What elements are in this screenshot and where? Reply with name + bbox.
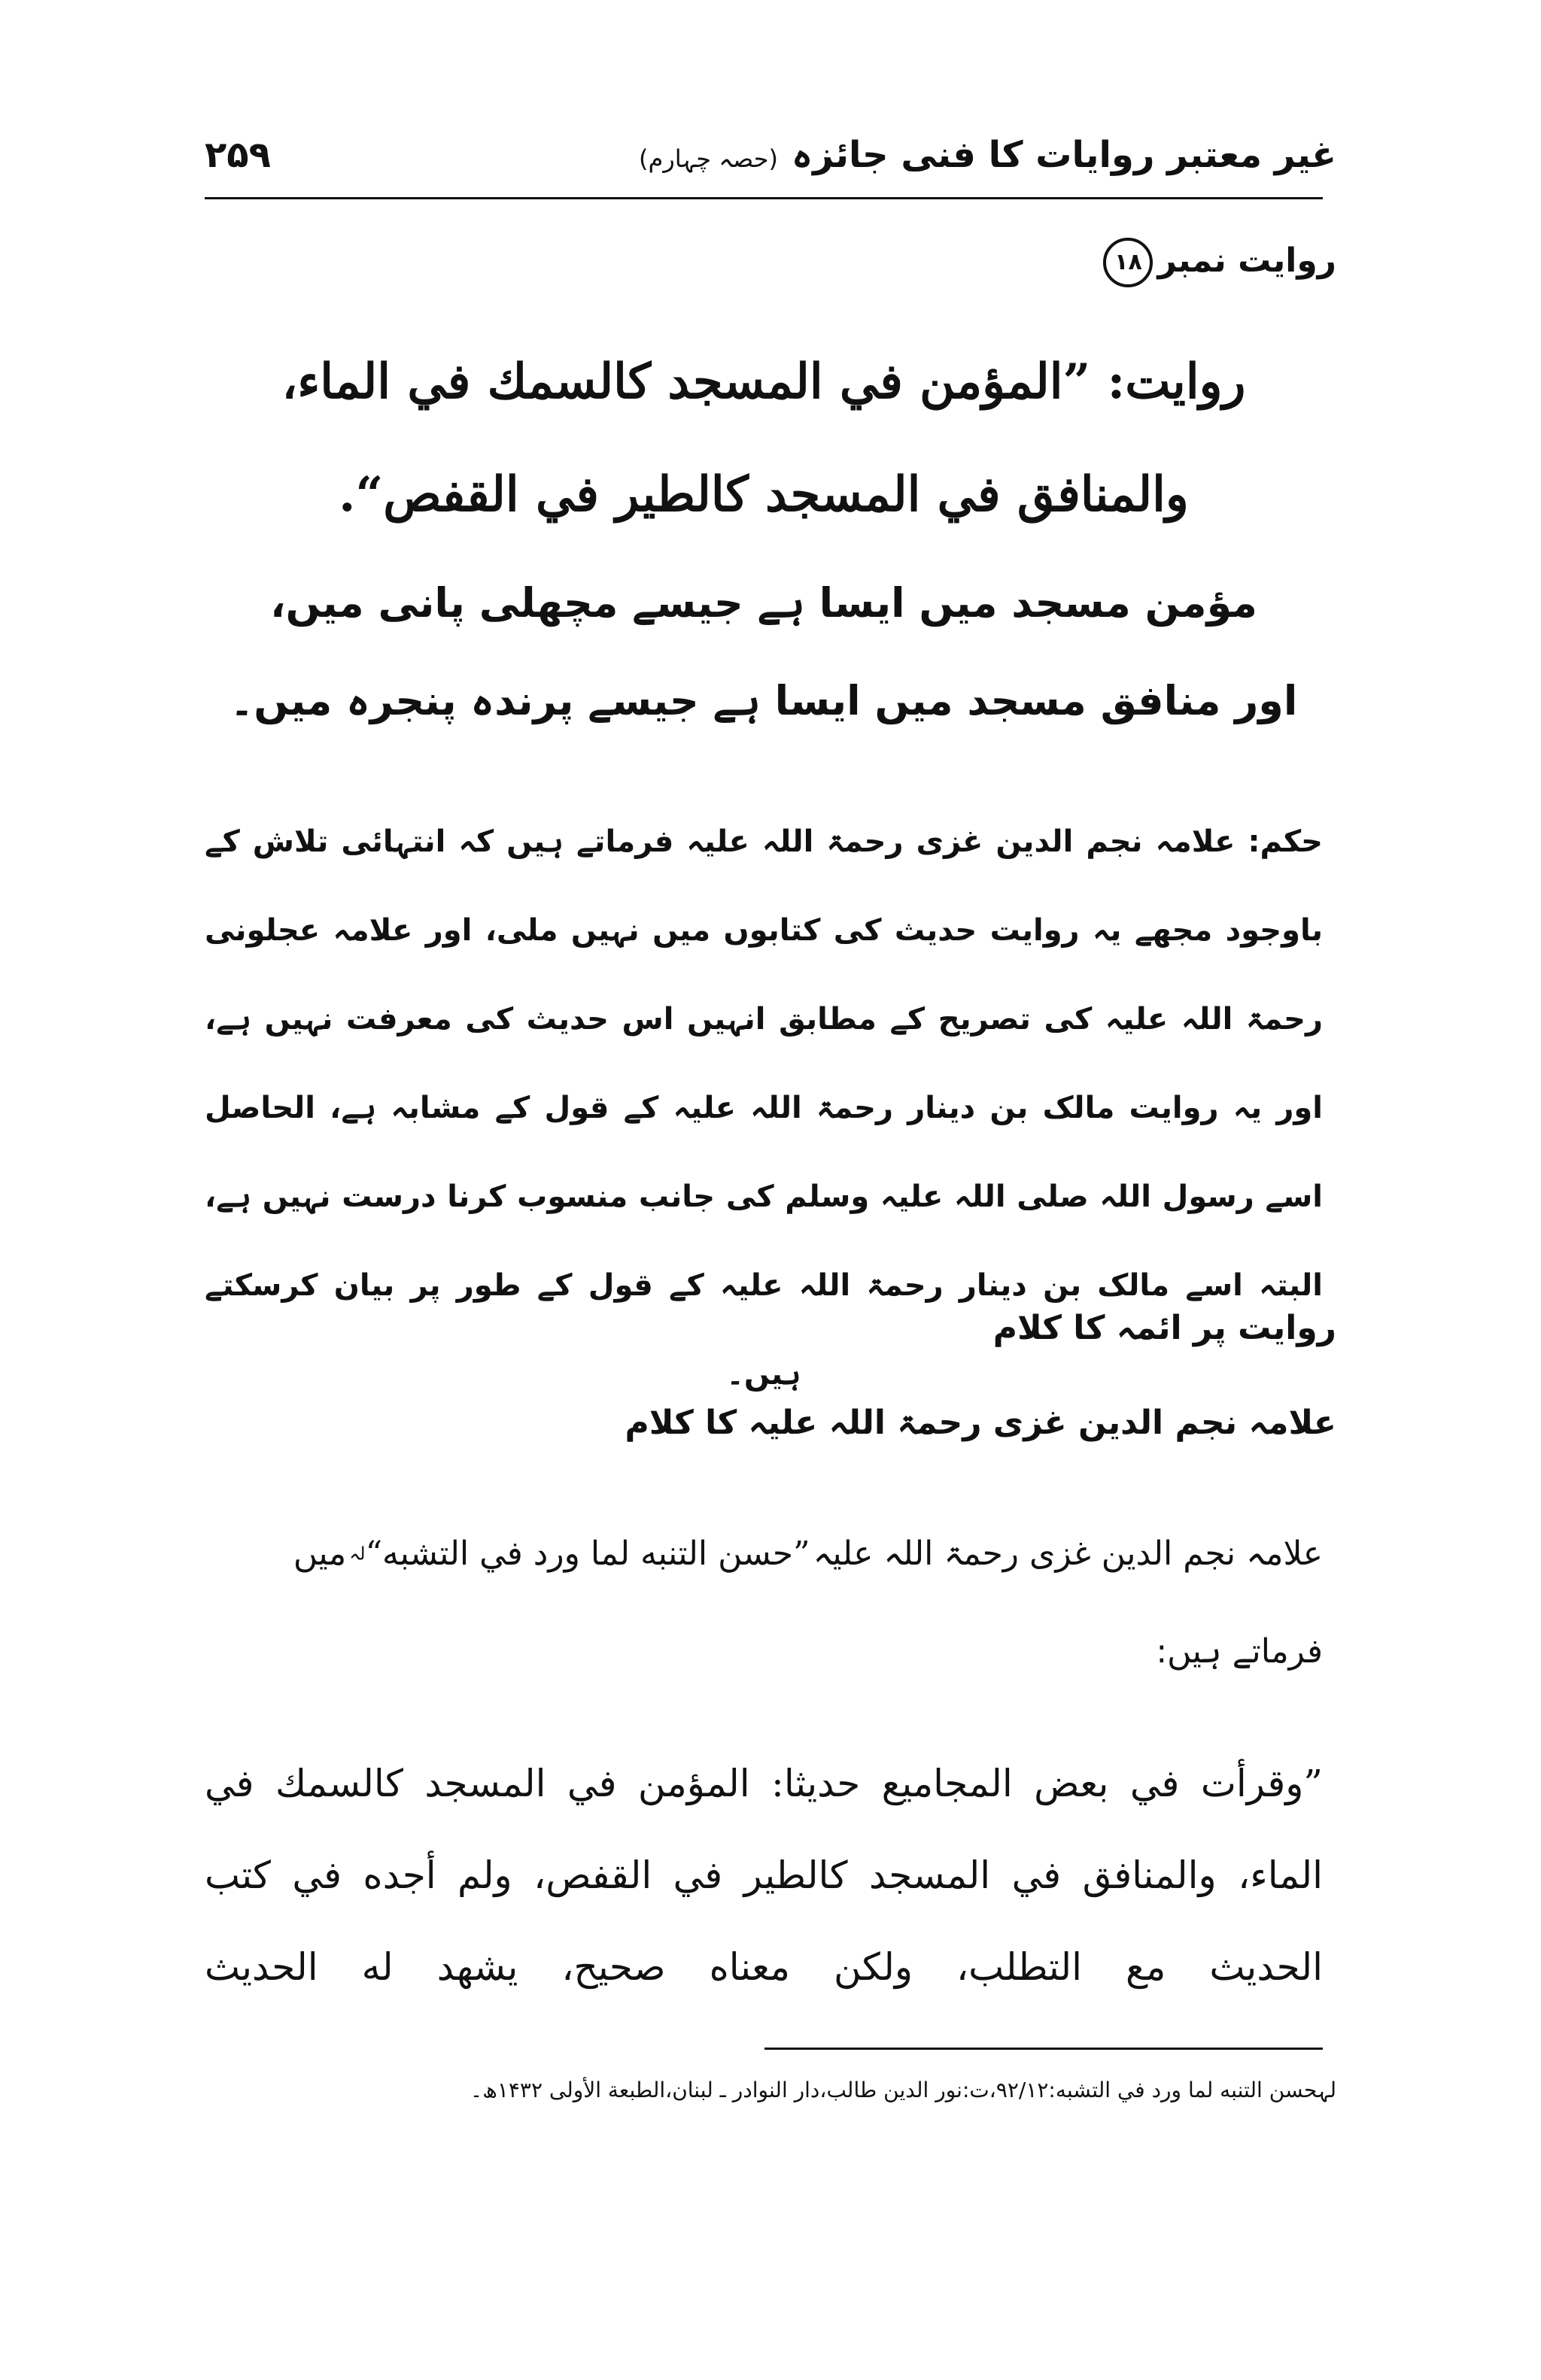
running-header (639, 134, 1336, 176)
footnote-text: حسن التنبه لما ورد في التشبه:۹۲/۱۲،ت:نور الدين طالب،دار النوادر ـ لبنان،الطبعة الأولى ۱۴۳۲ھ۔ (470, 2078, 1318, 2102)
narration-arabic-line-1: روایت: ”المؤمن في المسجد كالسمك في الماء، (281, 354, 1246, 410)
book-title: غیر معتبر روایات کا فنی جائزہ (791, 134, 1336, 176)
narration-arabic-line-2: والمنافق في المسجد كالطير في القفص“. (339, 466, 1189, 523)
footnote (470, 2078, 1336, 2102)
ruling-paragraph: حکم: علامہ نجم الدین غزی رحمۃ اللہ علیہ فرماتے ہیں کہ انتہائی تلاش کے باوجود مجھے یہ روایت حدیث کی کتابوں میں نہیں ملی، اور علامہ عجلونی رحمۃ اللہ علیہ کی تصریح کے مطابق انہیں اس حدیث کی معرفت نہیں ہے، اور یہ روایت مالک بن دینار رحمۃ اللہ علیہ کے قول کے مشابہ ہے، الحاصل اسے رسول اللہ صلی اللہ علیہ وسلم کی جانب منسوب کرنا درست نہیں ہے، البتہ اسے مالک بن دینار رحمۃ اللہ علیہ کے قول کے طور پر بیان کرسکتے ہیں۔ (205, 824, 1323, 1392)
intro-scholar-name: علامہ نجم الدین غزی رحمۃ اللہ علیہ (813, 1535, 1323, 1573)
header-divider (205, 197, 1323, 199)
narration-number-heading (1103, 238, 1336, 287)
intro-book-title: ”حسن التنبه لما ورد في التشبه“ (365, 1535, 810, 1573)
narration-number-badge: ۱۸ (1103, 238, 1153, 287)
narration-label: روایت نمبر (1157, 241, 1336, 280)
narration-urdu-line-1: مؤمن مسجد میں ایسا ہے جیسے مچھلی پانی میں، (270, 579, 1257, 627)
section-heading-ghazzi: علامہ نجم الدین غزی رحمۃ اللہ علیہ کا کلام (625, 1404, 1336, 1442)
footnote-mark: لہ (1318, 2078, 1336, 2102)
narration-urdu-line-2: اور منافق مسجد میں ایسا ہے جیسے پرندہ پنجرہ میں۔ (229, 677, 1298, 724)
intro-line-2: فرماتے ہیں: (1156, 1632, 1323, 1671)
section-heading-imams: روایت پر ائمہ کا کلام (992, 1309, 1336, 1347)
footnote-divider (764, 2048, 1323, 2050)
intro-line-1 (205, 1535, 1323, 1573)
intro-tail: میں (293, 1535, 347, 1573)
footnote-reference[interactable]: لہ (349, 1543, 366, 1565)
arabic-quote-paragraph: ”وقرأت في بعض المجاميع حديثا: المؤمن في المسجد كالسمك في الماء، والمنافق في المسجد كالطير في القفص، ولم أجده في كتب الحديث مع التطلب، ولكن معناه صحيح، يشهد له الحديث (205, 1762, 1323, 1989)
page-number: ۲۵۹ (205, 134, 271, 176)
part-label: (حصہ چہارم) (639, 144, 778, 173)
